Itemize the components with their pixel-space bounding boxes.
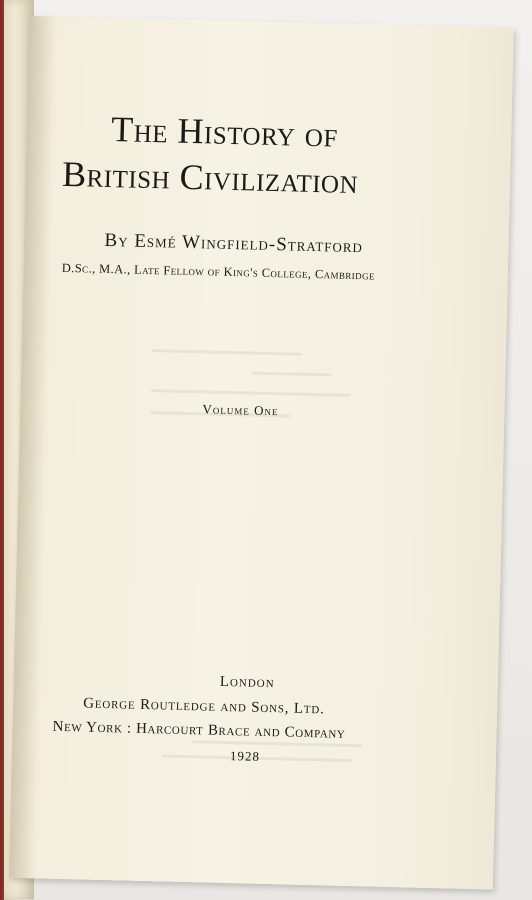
show-through-text [251,372,331,377]
volume-label: Volume One [202,401,279,419]
publication-city: London [219,673,275,692]
show-through-text [152,349,302,356]
publisher-name: George Routledge and Sons, Ltd. [83,695,325,718]
book-title-line-1: The History of [110,109,339,155]
book-title-line-2: British Civilization [61,153,359,202]
us-publisher-name: New York : Harcourt Brace and Company [52,718,346,742]
publication-year: 1928 [229,748,261,764]
show-through-text [151,389,351,397]
title-page [9,16,514,890]
author-credentials: D.Sc., M.A., Late Fellow of King's College, Cambridge [61,260,376,283]
author-byline: By Esmé Wingfield-Stratford [104,229,364,258]
